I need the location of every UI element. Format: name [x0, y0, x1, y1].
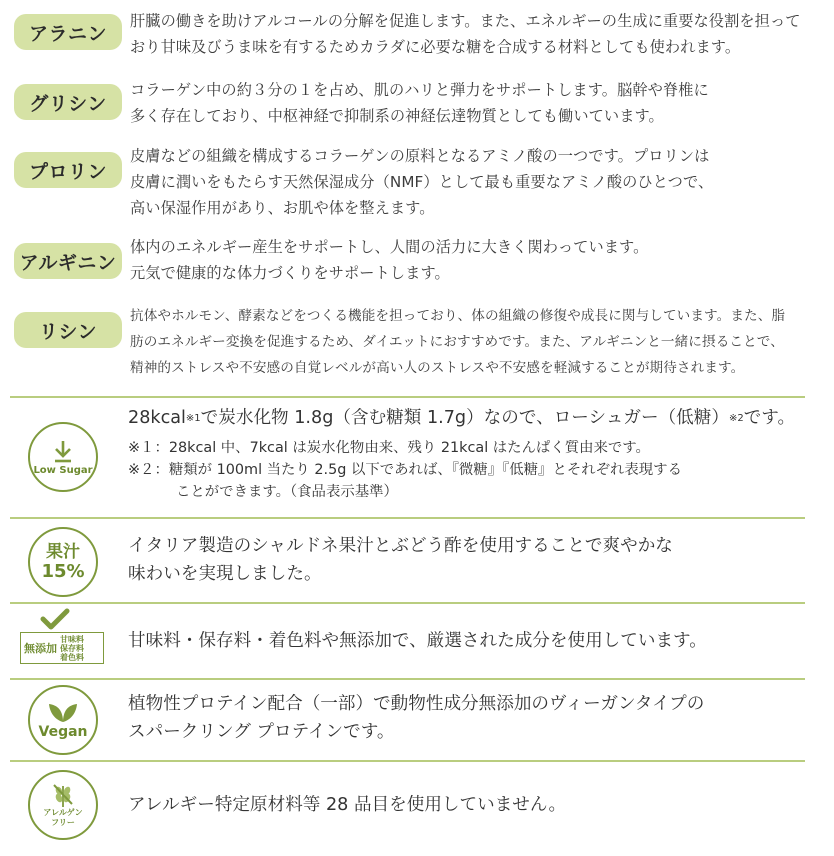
additive-item: 保存料	[60, 643, 84, 653]
allergen-free-text	[128, 791, 818, 819]
juice-line: イタリア製造のシャルドネ果汁とぶどう酢を使用することで爽やかな	[128, 536, 673, 556]
description-line: おり甘味及びうま味を有するためカラダに必要な糖を合成する材料としても使われます。	[130, 38, 741, 56]
down-arrow-icon	[52, 439, 74, 463]
vegan-line: 植物性プロテイン配合（一部）で動物性成分無添加のヴィーガンタイプの	[128, 694, 705, 714]
vegan-badge	[28, 685, 98, 755]
vegan-text	[128, 690, 818, 746]
description-line: コラーゲン中の約３分の１を占め、肌のハリと弾力をサポートします。脳幹や脊椎に	[130, 81, 709, 99]
description-line: 肝臓の働きを助けアルコールの分解を促進します。また、エネルギーの生成に重要な役割を担って	[130, 12, 801, 30]
allergen-label: アレルゲン	[43, 808, 83, 817]
headline-kcal: 28kcal	[128, 408, 186, 428]
footnote-1: ※１：28kcal 中、7kcal は炭水化物由来、残り 21kcal はたんぱく質由来です。	[128, 440, 650, 456]
amino-description	[130, 77, 820, 129]
amino-name-pill	[14, 312, 122, 348]
headline-body: で炭水化物 1.8g（含む糖類 1.7g）なので、ローシュガー（低糖）	[200, 408, 729, 428]
amino-description	[130, 234, 820, 286]
section-divider	[10, 760, 805, 762]
juice-badge	[28, 527, 98, 597]
additive-free-main: 無添加	[24, 642, 57, 655]
low-sugar-text	[128, 404, 818, 503]
juice-text	[128, 532, 818, 588]
description-line: 抗体やホルモン、酵素などをつくる機能を担っており、体の組織の修復や成長に関与しています。また、脂	[130, 308, 786, 324]
amino-name-pill	[14, 243, 122, 279]
vegan-line: スパークリング プロテインです。	[128, 722, 395, 742]
low-sugar-headline	[128, 404, 818, 433]
description-line: 皮膚などの組織を構成するコラーゲンの原料となるアミノ酸の一つです。プロリンは	[130, 147, 710, 165]
section-divider	[10, 678, 805, 680]
description-line: 多く存在しており、中枢神経で抑制系の神経伝達物質としても働いています。	[130, 107, 664, 125]
section-divider	[10, 517, 805, 519]
allergen-free-line: アレルギー特定原材料等 28 品目を使用していません。	[128, 795, 567, 815]
leaf-icon	[46, 700, 80, 724]
description-line: 体内のエネルギー産生をサポートし、人間の活力に大きく関わっています。	[130, 238, 649, 256]
description-line: 元気で健康的な体力づくりをサポートします。	[130, 264, 450, 282]
additive-free-text	[128, 627, 818, 655]
additive-free-line: 甘味料・保存料・着色料や無添加で、厳選された成分を使用しています。	[128, 631, 707, 651]
footnote-2: ※２：糖類が 100ml 当たり 2.5g 以下であれば、『微糖』『低糖』とそれぞれ表現する	[128, 462, 682, 478]
allergen-label: フリー	[51, 818, 75, 827]
additive-free-badge	[20, 608, 104, 670]
juice-badge-percent: 15%	[41, 561, 85, 582]
low-sugar-label: Low Sugar	[33, 464, 93, 476]
description-line: 皮膚に潤いをもたらす天然保湿成分（NMF）として最も重要なアミノ酸のひとつで、	[130, 173, 714, 191]
footnote-mark: ※1	[185, 413, 201, 424]
low-sugar-badge	[28, 422, 98, 492]
amino-name: グリシン	[29, 92, 107, 115]
amino-name: アラニン	[28, 22, 107, 45]
amino-name: アルギニン	[19, 251, 117, 274]
juice-badge-label: 果汁	[46, 542, 80, 562]
allergen-free-badge	[28, 770, 98, 840]
footnote-mark: ※2	[728, 413, 744, 424]
description-line: 肪のエネルギー変換を促進するため、ダイエットにおすすめです。また、アルギニンと一緒に摂ることで、	[130, 334, 784, 350]
footnote-2-cont: ことができます。（食品表示基準）	[176, 484, 398, 500]
amino-name-pill	[14, 84, 122, 120]
description-line: 高い保湿作用があり、お肌や体を整えます。	[130, 199, 435, 217]
juice-line: 味わいを実現しました。	[128, 564, 322, 584]
amino-description	[130, 143, 820, 221]
checkmark-icon	[40, 608, 70, 630]
amino-name: プロリン	[28, 160, 107, 183]
low-sugar-notes	[128, 437, 818, 503]
headline-end: です。	[743, 408, 796, 428]
amino-name-pill	[14, 14, 122, 50]
vegan-label: Vegan	[38, 724, 88, 740]
amino-name: リシン	[38, 320, 98, 343]
amino-name-pill	[14, 152, 122, 188]
amino-description	[130, 303, 820, 381]
wheat-icon	[51, 782, 75, 808]
section-divider	[10, 602, 805, 604]
amino-description	[130, 8, 820, 60]
additive-item: 着色料	[60, 652, 84, 662]
additive-item: 甘味料	[60, 634, 84, 644]
section-divider	[10, 396, 805, 398]
description-line: 精神的ストレスや不安感の自覚レベルが高い人のストレスや不安感を軽減することが期待されます。	[130, 360, 745, 376]
